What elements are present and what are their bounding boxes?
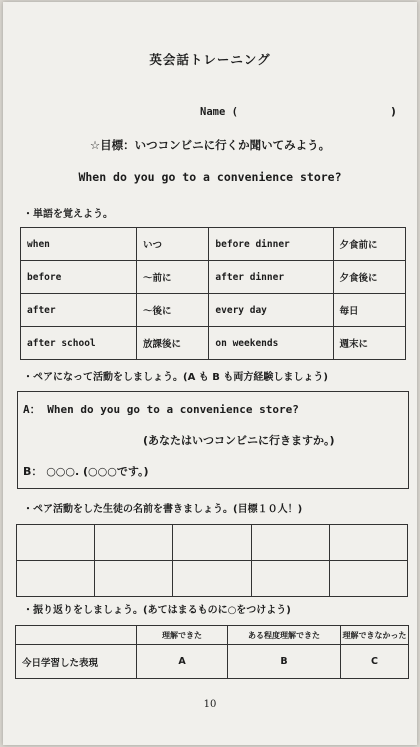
target-question: When do you go to a convenience store? <box>78 170 342 184</box>
reflection-heading: ・振り返りをしましょう。(あてはまるものに○をつけよう) <box>23 605 291 616</box>
table-row <box>17 525 408 561</box>
vocab-japanese: 毎日 <box>333 294 405 327</box>
vocab-japanese: 放課後に <box>136 327 208 360</box>
names-heading: ・ペア活動をした生徒の名前を書きましょう。(目標１０人！) <box>23 504 303 515</box>
vocab-japanese: いつ <box>136 228 208 261</box>
dialog-a-line: A： When do you go to a convenience store? <box>23 403 299 416</box>
dialog-box <box>17 391 409 489</box>
vocab-japanese: 夕食後に <box>333 261 405 294</box>
table-row <box>16 645 409 679</box>
vocab-table <box>20 227 406 360</box>
reflection-table <box>15 625 409 679</box>
name-cell[interactable] <box>17 561 95 597</box>
dialog-a-translation: (あなたはいつコンビニに行きますか。) <box>143 434 335 447</box>
vocab-english: before dinner <box>209 228 333 261</box>
table-row <box>21 294 406 327</box>
name-label: Name ( <box>200 106 238 118</box>
vocab-english: after <box>21 294 137 327</box>
table-row <box>21 327 406 360</box>
vocab-japanese: ～後に <box>136 294 208 327</box>
page-number: 10 <box>203 699 217 710</box>
table-header-row <box>16 626 409 645</box>
vocab-english: after school <box>21 327 137 360</box>
name-cell[interactable] <box>329 561 407 597</box>
table-row <box>21 261 406 294</box>
vocab-english: after dinner <box>209 261 333 294</box>
name-cell[interactable] <box>251 525 329 561</box>
name-cell[interactable] <box>95 525 173 561</box>
vocab-japanese: 週末に <box>333 327 405 360</box>
worksheet-title: 英会話トレーニング <box>149 52 271 67</box>
worksheet-page <box>3 2 417 745</box>
name-cell[interactable] <box>173 561 251 597</box>
goal-statement: ☆目標：いつコンビニに行くか聞いてみよう。 <box>89 138 331 152</box>
vocab-english: when <box>21 228 137 261</box>
table-row <box>21 228 406 261</box>
reflection-header-blank <box>16 626 137 645</box>
reflection-header: 理解できた <box>137 626 228 645</box>
reflection-header: ある程度理解できた <box>228 626 341 645</box>
name-cell[interactable] <box>95 561 173 597</box>
reflection-option-a[interactable]: A <box>137 645 228 679</box>
reflection-header: 理解できなかった <box>341 626 409 645</box>
names-grid <box>16 524 408 597</box>
name-cell[interactable] <box>329 525 407 561</box>
vocab-japanese: 夕食前に <box>333 228 405 261</box>
vocab-english: before <box>21 261 137 294</box>
vocab-english: on weekends <box>209 327 333 360</box>
name-cell[interactable] <box>173 525 251 561</box>
vocab-english: every day <box>209 294 333 327</box>
reflection-option-c[interactable]: C <box>341 645 409 679</box>
pair-activity-heading: ・ペアになって活動をしましょう。(A も B も両方経験しましょう) <box>23 372 328 383</box>
vocab-japanese: ～前に <box>136 261 208 294</box>
table-row <box>17 561 408 597</box>
reflection-row-label: 今日学習した表現 <box>16 645 137 679</box>
name-cell[interactable] <box>251 561 329 597</box>
reflection-option-b[interactable]: B <box>228 645 341 679</box>
vocab-heading: ・単語を覚えよう。 <box>23 209 113 220</box>
name-close-paren: ) <box>391 106 396 118</box>
dialog-b-line: B： ○○○. (○○○です。) <box>23 465 149 478</box>
name-cell[interactable] <box>17 525 95 561</box>
